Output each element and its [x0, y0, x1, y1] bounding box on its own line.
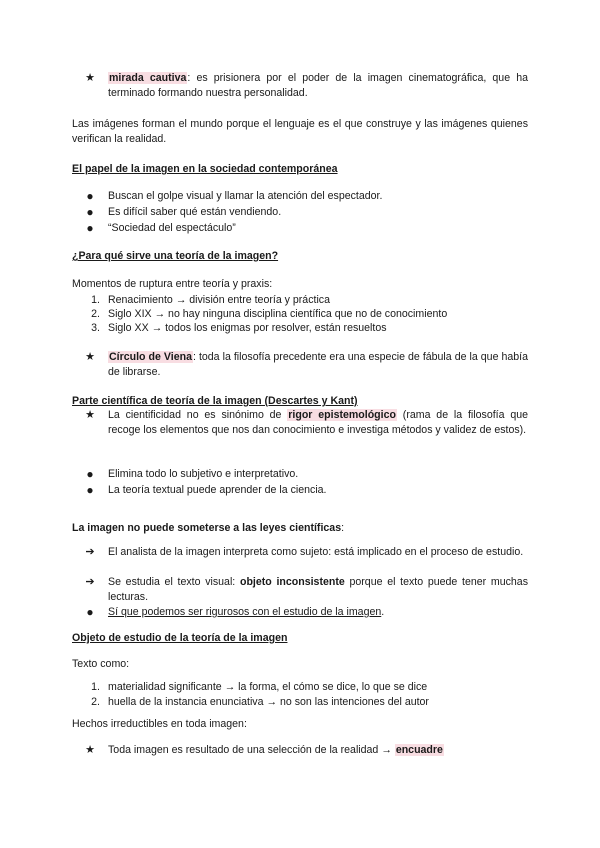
list-item: ● Es difícil saber qué están vendiendo.: [72, 205, 528, 220]
list-item: ● Sí que podemos ser rigurosos con el estudio de la imagen.: [72, 605, 528, 620]
arrow-icon: ➔: [85, 576, 95, 588]
arrow-icon: ➔: [85, 546, 95, 558]
bullet-icon: ●: [86, 467, 94, 481]
bullet-icon: ●: [86, 189, 94, 203]
star-item-circulo-viena: ★ Círculo de Viena: toda la filosofía precedente era una especie de fábula de la que había de librarse.: [72, 350, 528, 380]
section-heading-para-que: ¿Para qué sirve una teoría de la imagen?: [72, 250, 279, 262]
bullet-icon: ●: [86, 483, 94, 497]
star-icon: ★: [85, 409, 95, 421]
star-item-encuadre: ★ Toda imagen es resultado de una selección de la realidad → encuadre: [72, 743, 528, 758]
section-heading-objeto-estudio: Objeto de estudio de la teoría de la imagen: [72, 632, 288, 644]
numbered-item: 2. huella de la instancia enunciativa → no son las intenciones del autor: [91, 696, 429, 708]
list-item: ● Elimina todo lo subjetivo e interpretativo.: [72, 467, 528, 482]
bullet-icon: ●: [86, 605, 94, 619]
bullet-icon: ●: [86, 205, 94, 219]
highlight-term: encuadre: [395, 744, 443, 756]
star-item-mirada-cautiva: ★ mirada cautiva: es prisionera por el poder de la imagen cinematográfica, que ha terminado formando nuestra personalidad.: [72, 71, 528, 101]
arrow-item-analista: ➔ El analista de la imagen interpreta como sujeto: está implicado en el proceso de estudio.: [72, 545, 528, 560]
paragraph-hechos: Hechos irreductibles en toda imagen:: [72, 718, 247, 730]
star-item-cientificidad: ★ La cientificidad no es sinónimo de rigor epistemológico (rama de la filosofía que recoge los elementos que nos dan conocimiento e investiga métodos y validez de estos).: [72, 408, 528, 438]
numbered-item: 3. Siglo XX → todos los enigmas por resolver, están resueltos: [91, 322, 387, 334]
list-item: ● “Sociedad del espectáculo”: [72, 221, 528, 236]
highlight-term: rigor epistemológico: [288, 409, 396, 421]
star-icon: ★: [85, 744, 95, 756]
bullet-icon: ●: [86, 221, 94, 235]
arrow-item-texto-visual: ➔ Se estudia el texto visual: objeto inconsistente porque el texto puede tener muchas lecturas.: [72, 575, 528, 605]
star-icon: ★: [85, 351, 95, 363]
numbered-item: 1. materialidad significante → la forma, el cómo se dice, lo que se dice: [91, 681, 428, 693]
section-heading-parte-cientifica: Parte científica de teoría de la imagen (Descartes y Kant): [72, 395, 358, 407]
star-icon: ★: [85, 72, 95, 84]
paragraph-texto-como: Texto como:: [72, 658, 130, 670]
section-heading-leyes-cientificas: La imagen no puede someterse a las leyes científicas:: [72, 522, 345, 534]
highlight-term: mirada cautiva: [109, 72, 187, 84]
paragraph-momentos: Momentos de ruptura entre teoría y praxis:: [72, 278, 273, 290]
list-item: ● La teoría textual puede aprender de la ciencia.: [72, 483, 528, 498]
numbered-item: 2. Siglo XIX → no hay ninguna disciplina científica que no de conocimiento: [91, 308, 448, 320]
list-item: ● Buscan el golpe visual y llamar la atención del espectador.: [72, 189, 528, 204]
highlight-term: Círculo de Viena: [109, 351, 192, 363]
paragraph-imagenes-forman: Las imágenes forman el mundo porque el lenguaje es el que construye y las imágenes quienes verifican la realidad.: [72, 118, 528, 145]
numbered-item: 1. Renacimiento → división entre teoría y práctica: [91, 294, 330, 306]
section-heading-papel: El papel de la imagen en la sociedad contemporánea: [72, 163, 338, 175]
